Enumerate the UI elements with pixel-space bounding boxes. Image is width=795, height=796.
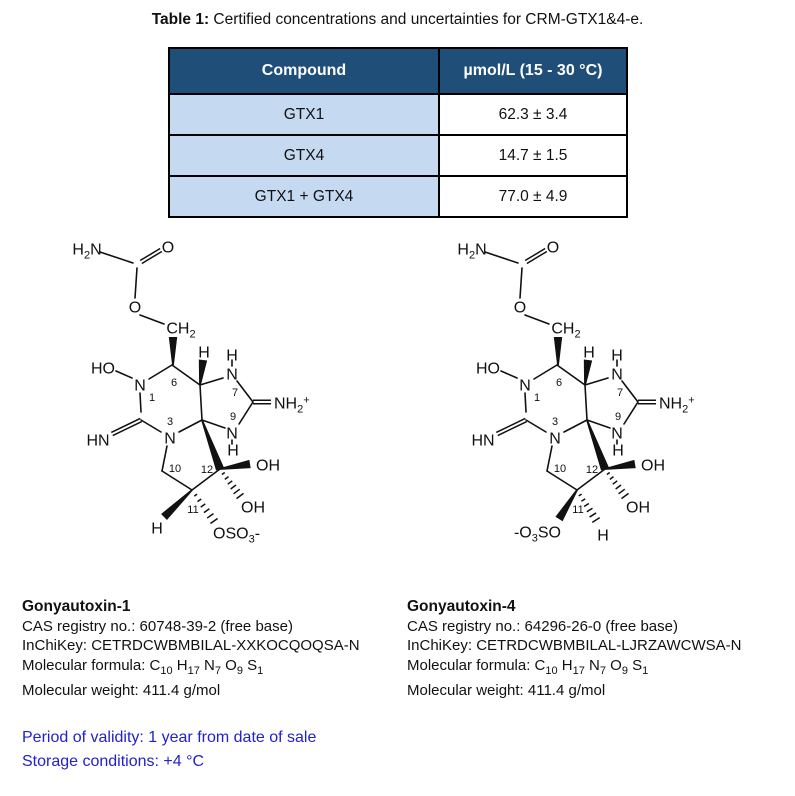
svg-text:OH: OH (626, 499, 650, 517)
period-of-validity-line: Period of validity: 1 year from date of sale (22, 729, 317, 746)
svg-text:9: 9 (229, 411, 237, 423)
table-row (169, 176, 627, 217)
svg-text:N: N (611, 366, 623, 384)
svg-text:OH: OH (641, 457, 665, 475)
compound-name: Gonyautoxin-1 (22, 598, 131, 615)
svg-text:11: 11 (572, 504, 584, 516)
svg-text:H: H (612, 442, 624, 460)
molecular-weight-line: Molecular weight: 411.4 g/mol (407, 682, 606, 699)
table-caption-label: Table 1: (151, 11, 210, 28)
svg-text:3: 3 (551, 416, 559, 428)
compound-info-gonyautoxin-1 (22, 597, 407, 701)
svg-text:N: N (611, 425, 623, 443)
svg-text:H: H (583, 344, 595, 362)
svg-text:7: 7 (616, 387, 624, 399)
svg-text:HN: HN (471, 432, 495, 450)
svg-text:N: N (226, 366, 238, 384)
compound-cell: GTX4 (169, 135, 439, 176)
svg-text:H: H (198, 344, 210, 362)
svg-text:O: O (513, 299, 527, 317)
svg-text:6: 6 (170, 377, 178, 389)
compound-name: Gonyautoxin-4 (407, 598, 516, 615)
svg-text:O: O (128, 299, 142, 317)
svg-text:6: 6 (555, 377, 563, 389)
cas-registry-line: CAS registry no.: 64296-26-0 (free base) (407, 617, 678, 635)
svg-text:HO: HO (476, 360, 500, 378)
molecule-drawing-gtx4 (445, 235, 745, 550)
storage-conditions-line: Storage conditions: +4 °C (22, 753, 205, 770)
concentration-cell: 77.0 ± 4.9 (439, 176, 627, 217)
inchikey-line: InChiKey: CETRDCWBMBILAL-LJRZAWCWSA-N (407, 637, 742, 654)
page-title (0, 11, 795, 29)
inchikey-line: InChiKey: CETRDCWBMBILAL-XXKOCQOQSA-N (22, 637, 360, 654)
molecular-formula-line: Molecular formula: $C_{10}$ $H_{17}$ $N_7$ $O_9$ $S_1$ (22, 656, 264, 677)
validity-storage-note (22, 726, 316, 774)
svg-text:CH2: $CH_2$ (166, 320, 196, 341)
molecular-formula-line: Molecular formula: $C_{10}$ $H_{17}$ $N_7$ $O_9$ $S_1$ (407, 656, 649, 677)
table-header-row (169, 48, 627, 94)
svg-text:N: N (164, 430, 176, 448)
svg-text:3: 3 (166, 416, 174, 428)
svg-text:H: H (151, 520, 163, 538)
svg-text:CH2: $CH_2$ (551, 320, 581, 341)
svg-text:N: N (134, 377, 146, 395)
header-cell-concentration: µmol/L (15 - 30 °C) (439, 48, 627, 94)
svg-text:7: 7 (231, 387, 239, 399)
svg-text:O: O (546, 239, 560, 257)
svg-text:1: 1 (533, 392, 541, 404)
svg-text:H: H (611, 347, 623, 365)
svg-text:N: N (549, 430, 561, 448)
svg-text:OH: OH (241, 499, 265, 517)
svg-text:HN: HN (86, 432, 110, 450)
table-row (169, 94, 627, 135)
svg-text:10: 10 (168, 463, 182, 475)
svg-text:H2N: $H_2N$ (457, 241, 487, 262)
svg-text:11: 11 (187, 504, 199, 516)
svg-text:H2N: $H_2N$ (72, 241, 102, 262)
cas-registry-line: CAS registry no.: 60748-39-2 (free base) (22, 617, 293, 635)
svg-text:H: H (597, 527, 609, 545)
svg-text:10: 10 (553, 463, 567, 475)
svg-text:N: N (519, 377, 531, 395)
svg-text:-O3SO: $-O_3SO$ (513, 524, 561, 545)
svg-text:H: H (227, 442, 239, 460)
svg-text:12: 12 (200, 464, 214, 476)
svg-text:9: 9 (614, 411, 622, 423)
svg-text:OSO3-: $OSO_3-$ (213, 525, 261, 546)
header-cell-compound: Compound (169, 48, 439, 94)
concentration-cell: 14.7 ± 1.5 (439, 135, 627, 176)
table-row (169, 135, 627, 176)
svg-text:NH2+: $NH_2^+$ (274, 394, 310, 416)
molecular-weight-line: Molecular weight: 411.4 g/mol (22, 682, 221, 699)
compound-cell: GTX1 (169, 94, 439, 135)
svg-text:HO: HO (91, 360, 115, 378)
svg-text:N: N (226, 425, 238, 443)
svg-text:O: O (161, 239, 175, 257)
compound-info-gonyautoxin-4 (407, 597, 792, 701)
svg-text:NH2+: $NH_2^+$ (659, 394, 695, 416)
svg-text:1: 1 (148, 392, 156, 404)
table-caption-text: Certified concentrations and uncertainties for CRM-GTX1&4-e. (209, 11, 644, 28)
concentration-cell: 62.3 ± 3.4 (439, 94, 627, 135)
certified-concentrations-table (168, 47, 628, 218)
molecule-drawing-gtx1 (60, 235, 360, 550)
svg-text:OH: OH (256, 457, 280, 475)
svg-text:H: H (226, 347, 238, 365)
structure-gonyautoxin-1 (60, 235, 360, 550)
structure-gonyautoxin-4 (445, 235, 745, 550)
svg-text:12: 12 (585, 464, 599, 476)
compound-cell: GTX1 + GTX4 (169, 176, 439, 217)
